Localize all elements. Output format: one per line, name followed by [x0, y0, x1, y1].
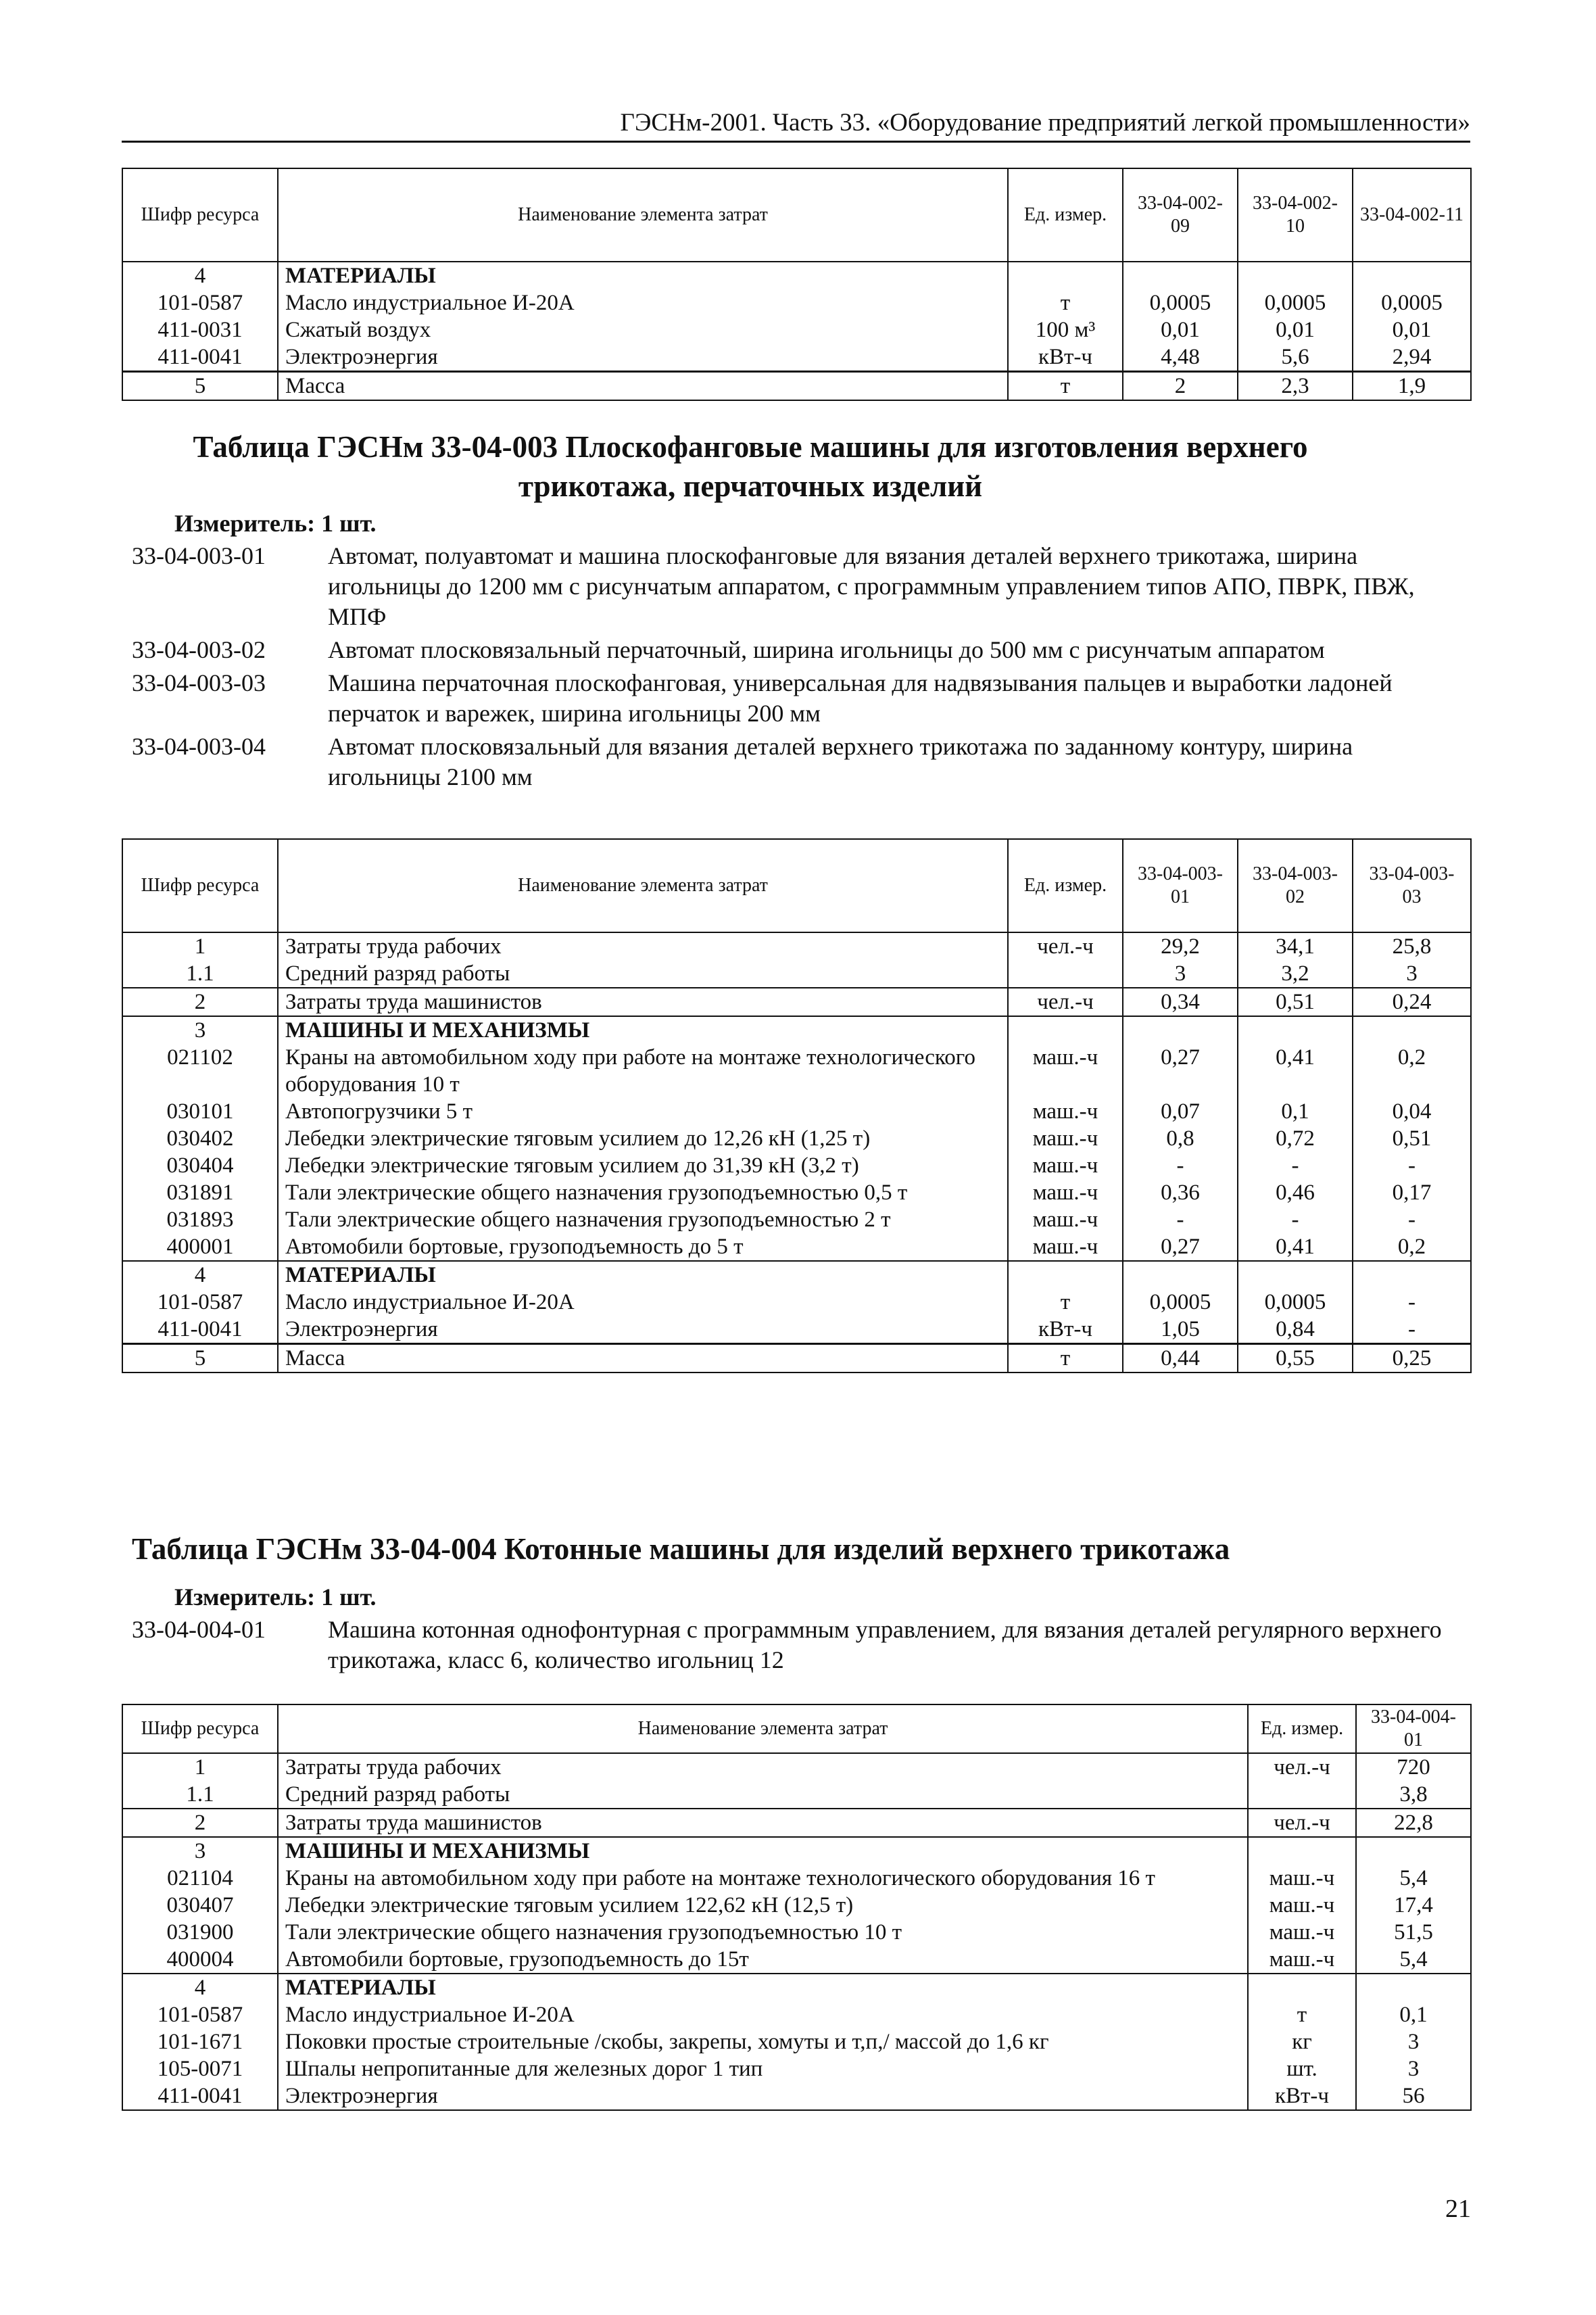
unit-cell: [1008, 1261, 1123, 1289]
table-row: [122, 1809, 1471, 1837]
value-cell: 0,01: [1123, 316, 1238, 343]
cost-item-name-cell: Поковки простые строительные /скобы, закрепы, хомуты и т,п,/ массой до 1,6 кг: [278, 2028, 1248, 2055]
table-row: [122, 372, 1471, 401]
unit-cell: т: [1008, 289, 1123, 316]
cost-item-name-cell: Электроэнергия: [278, 2082, 1248, 2110]
value-cell: [1356, 1837, 1471, 1865]
table-row: [122, 1344, 1471, 1373]
table-row: [122, 1016, 1471, 1044]
value-cell: 0,0005: [1123, 1289, 1238, 1316]
running-header: ГЭСНм-2001. Часть 33. «Оборудование предприятий легкой промышленности»: [122, 108, 1470, 143]
value-cell: -: [1123, 1206, 1238, 1233]
cost-item-name-cell: Тали электрические общего назначения грузоподъемностью 10 т: [278, 1919, 1248, 1946]
header-col: 33-04-004-01: [1356, 1704, 1471, 1753]
value-cell: 0,27: [1123, 1233, 1238, 1261]
value-cell: [1238, 1261, 1353, 1289]
cost-item-name-cell: Краны на автомобильном ходу при работе на монтаже технологического оборудования 16 т: [278, 1865, 1248, 1892]
resource-code-cell: 2: [122, 988, 278, 1016]
value-cell: -: [1353, 1152, 1471, 1179]
work-description: Автомат, полуавтомат и машина плоскофанговые для вязания деталей верхнего трикотажа, ширина игольницы до 1200 мм с рисунчатым аппаратом, с программным управлением типов АПО, ПВРК, ПВЖ, МПФ: [328, 542, 1415, 630]
header-col: 33-04-002-10: [1238, 168, 1353, 262]
header-code: Шифр ресурса: [122, 168, 278, 262]
header-col: 33-04-003-01: [1123, 839, 1238, 932]
table-row: [122, 1206, 1471, 1233]
cost-item-name-cell: МАШИНЫ И МЕХАНИЗМЫ: [278, 1016, 1008, 1044]
unit-cell: кВт-ч: [1008, 1316, 1123, 1344]
value-cell: 0,01: [1353, 316, 1471, 343]
resource-code-cell: 021102: [122, 1044, 278, 1098]
value-cell: 34,1: [1238, 932, 1353, 960]
work-item: [132, 668, 1457, 729]
table-row: [122, 1044, 1471, 1098]
work-item: [132, 541, 1457, 632]
resource-code-cell: 5: [122, 372, 278, 401]
work-item: [132, 732, 1457, 792]
value-cell: 0,1: [1356, 2001, 1471, 2028]
header-unit: Ед. измер.: [1008, 839, 1123, 932]
cost-item-name-cell: Автомобили бортовые, грузоподъемность до 5 т: [278, 1233, 1008, 1261]
unit-cell: маш.-ч: [1248, 1892, 1356, 1919]
value-cell: 3,2: [1238, 960, 1353, 988]
cost-item-name-cell: Краны на автомобильном ходу при работе на монтаже технологического оборудования 10 т: [278, 1044, 1008, 1098]
cost-item-name-cell: Тали электрические общего назначения грузоподъемностью 2 т: [278, 1206, 1008, 1233]
value-cell: 0,0005: [1238, 1289, 1353, 1316]
value-cell: 0,01: [1238, 316, 1353, 343]
work-description: Автомат плосковязальный перчаточный, ширина игольницы до 500 мм с рисунчатым аппаратом: [328, 636, 1325, 663]
resource-code-cell: 3: [122, 1837, 278, 1865]
table-row: [122, 1316, 1471, 1344]
cost-item-name-cell: Электроэнергия: [278, 1316, 1008, 1344]
unit-cell: маш.-ч: [1008, 1044, 1123, 1098]
unit-cell: кВт-ч: [1248, 2082, 1356, 2110]
value-cell: 1,05: [1123, 1316, 1238, 1344]
cost-item-name-cell: Средний разряд работы: [278, 960, 1008, 988]
header-code: Шифр ресурса: [122, 839, 278, 932]
value-cell: 0,34: [1123, 988, 1238, 1016]
value-cell: 0,1: [1238, 1098, 1353, 1125]
value-cell: 0,24: [1353, 988, 1471, 1016]
value-cell: 0,41: [1238, 1233, 1353, 1261]
value-cell: [1238, 262, 1353, 289]
table-row: [122, 1233, 1471, 1261]
unit-cell: кг: [1248, 2028, 1356, 2055]
value-cell: [1356, 1974, 1471, 2001]
meter-33-04-004: Измеритель: 1 шт.: [174, 1583, 377, 1610]
value-cell: -: [1353, 1316, 1471, 1344]
resource-code-cell: 5: [122, 1344, 278, 1373]
unit-cell: маш.-ч: [1248, 1865, 1356, 1892]
table-row: [122, 1261, 1471, 1289]
unit-cell: маш.-ч: [1008, 1179, 1123, 1206]
table-row: [122, 1946, 1471, 1974]
table-row: [122, 988, 1471, 1016]
work-item: [132, 1615, 1457, 1675]
table-row: [122, 1919, 1471, 1946]
table-row: [122, 1152, 1471, 1179]
header-name: Наименование элемента затрат: [278, 839, 1008, 932]
resource-code-cell: 1: [122, 1753, 278, 1781]
work-list-33-04-003: [132, 541, 1457, 795]
unit-cell: т: [1008, 372, 1123, 401]
resource-code-cell: 105-0071: [122, 2055, 278, 2082]
table-row: [122, 1098, 1471, 1125]
resource-table-33-04-003: [122, 838, 1472, 1373]
unit-cell: 100 м³: [1008, 316, 1123, 343]
table-row: [122, 2028, 1471, 2055]
cost-item-name-cell: Лебедки электрические тяговым усилием до 12,26 кН (1,25 т): [278, 1125, 1008, 1152]
value-cell: 0,84: [1238, 1316, 1353, 1344]
unit-cell: маш.-ч: [1248, 1946, 1356, 1974]
resource-code-cell: 1.1: [122, 1781, 278, 1809]
header-unit: Ед. измер.: [1248, 1704, 1356, 1753]
resource-code-cell: 1: [122, 932, 278, 960]
cost-item-name-cell: МАТЕРИАЛЫ: [278, 262, 1008, 289]
resource-code-cell: 031900: [122, 1919, 278, 1946]
table-row: [122, 1865, 1471, 1892]
value-cell: 56: [1356, 2082, 1471, 2110]
value-cell: -: [1353, 1206, 1471, 1233]
unit-cell: чел.-ч: [1248, 1753, 1356, 1781]
header-name: Наименование элемента затрат: [278, 1704, 1248, 1753]
value-cell: 3: [1123, 960, 1238, 988]
resource-code-cell: 030402: [122, 1125, 278, 1152]
cost-item-name-cell: Масса: [278, 372, 1008, 401]
table-title-33-04-004: Таблица ГЭСНм 33-04-004 Котонные машины для изделий верхнего трикотажа: [132, 1532, 1230, 1566]
header-unit: Ед. измер.: [1008, 168, 1123, 262]
value-cell: 0,8: [1123, 1125, 1238, 1152]
value-cell: -: [1238, 1152, 1353, 1179]
resource-code-cell: 411-0041: [122, 1316, 278, 1344]
work-list-33-04-004: [132, 1615, 1457, 1678]
work-description: Машина котонная однофонтурная с программным управлением, для вязания деталей регулярного верхнего трикотажа, класс 6, количество игольниц 12: [328, 1616, 1442, 1673]
cost-item-name-cell: Шпалы непропитанные для железных дорог 1 тип: [278, 2055, 1248, 2082]
resource-code-cell: 400001: [122, 1233, 278, 1261]
value-cell: 3: [1356, 2028, 1471, 2055]
cost-item-name-cell: Автопогрузчики 5 т: [278, 1098, 1008, 1125]
resource-code-cell: 101-0587: [122, 2001, 278, 2028]
value-cell: [1353, 1016, 1471, 1044]
value-cell: 51,5: [1356, 1919, 1471, 1946]
value-cell: 0,0005: [1353, 289, 1471, 316]
table-row: [122, 960, 1471, 988]
resource-code-cell: 411-0031: [122, 316, 278, 343]
table-row: [122, 1892, 1471, 1919]
unit-cell: маш.-ч: [1008, 1233, 1123, 1261]
work-description: Автомат плосковязальный для вязания деталей верхнего трикотажа по заданному контуру, ширина игольницы 2100 мм: [328, 733, 1353, 790]
header-name: Наименование элемента затрат: [278, 168, 1008, 262]
table-row: [122, 1753, 1471, 1781]
resource-code-cell: 101-0587: [122, 289, 278, 316]
value-cell: [1353, 262, 1471, 289]
value-cell: [1123, 1016, 1238, 1044]
table-row: [122, 2082, 1471, 2110]
work-code: 33-04-003-02: [132, 636, 266, 663]
unit-cell: маш.-ч: [1248, 1919, 1356, 1946]
unit-cell: [1008, 1016, 1123, 1044]
value-cell: 0,27: [1123, 1044, 1238, 1098]
table-row: [122, 1837, 1471, 1865]
cost-item-name-cell: МАТЕРИАЛЫ: [278, 1974, 1248, 2001]
value-cell: 0,04: [1353, 1098, 1471, 1125]
resource-table-33-04-002: [122, 168, 1472, 401]
value-cell: 5,4: [1356, 1865, 1471, 1892]
value-cell: 5,4: [1356, 1946, 1471, 1974]
table-row: [122, 1125, 1471, 1152]
table-row: [122, 262, 1471, 289]
value-cell: [1353, 1261, 1471, 1289]
unit-cell: [1008, 960, 1123, 988]
cost-item-name-cell: Затраты труда машинистов: [278, 988, 1008, 1016]
unit-cell: шт.: [1248, 2055, 1356, 2082]
value-cell: 0,0005: [1238, 289, 1353, 316]
value-cell: 2,94: [1353, 343, 1471, 372]
value-cell: 0,51: [1353, 1125, 1471, 1152]
cost-item-name-cell: Масса: [278, 1344, 1008, 1373]
value-cell: 3: [1353, 960, 1471, 988]
table-row: [122, 1179, 1471, 1206]
resource-code-cell: 101-1671: [122, 2028, 278, 2055]
work-code: 33-04-003-01: [132, 542, 266, 569]
table-row: [122, 316, 1471, 343]
cost-item-name-cell: Масло индустриальное И-20А: [278, 2001, 1248, 2028]
resource-code-cell: 030101: [122, 1098, 278, 1125]
value-cell: 0,2: [1353, 1044, 1471, 1098]
resource-code-cell: 101-0587: [122, 1289, 278, 1316]
unit-cell: [1008, 262, 1123, 289]
resource-code-cell: 021104: [122, 1865, 278, 1892]
page-number: 21: [1445, 2195, 1471, 2223]
value-cell: 0,41: [1238, 1044, 1353, 1098]
cost-item-name-cell: Лебедки электрические тяговым усилием до 31,39 кН (3,2 т): [278, 1152, 1008, 1179]
resource-code-cell: 030407: [122, 1892, 278, 1919]
cost-item-name-cell: Сжатый воздух: [278, 316, 1008, 343]
value-cell: 29,2: [1123, 932, 1238, 960]
value-cell: 0,44: [1123, 1344, 1238, 1373]
value-cell: 0,46: [1238, 1179, 1353, 1206]
value-cell: 0,72: [1238, 1125, 1353, 1152]
meter-33-04-003: Измеритель: 1 шт.: [174, 510, 377, 537]
resource-code-cell: 4: [122, 262, 278, 289]
work-description: Машина перчаточная плоскофанговая, универсальная для надвязывания пальцев и выработки ладоней перчаток и варежек, ширина игольницы 200 мм: [328, 669, 1393, 727]
cost-item-name-cell: Масло индустриальное И-20А: [278, 289, 1008, 316]
cost-item-name-cell: Средний разряд работы: [278, 1781, 1248, 1809]
value-cell: 0,55: [1238, 1344, 1353, 1373]
value-cell: 2: [1123, 372, 1238, 401]
table-title-33-04-003: Таблица ГЭСНм 33-04-003 Плоскофанговые машины для изготовления верхнего трикотажа, перчаточных изделий: [193, 430, 1308, 503]
value-cell: 4,48: [1123, 343, 1238, 372]
resource-code-cell: 4: [122, 1261, 278, 1289]
work-item: [132, 635, 1457, 665]
unit-cell: т: [1008, 1289, 1123, 1316]
cost-item-name-cell: Масло индустриальное И-20А: [278, 1289, 1008, 1316]
header-col: 33-04-003-03: [1353, 839, 1471, 932]
value-cell: 0,17: [1353, 1179, 1471, 1206]
work-code: 33-04-003-03: [132, 669, 266, 696]
header-col: 33-04-003-02: [1238, 839, 1353, 932]
cost-item-name-cell: Тали электрические общего назначения грузоподъемностью 0,5 т: [278, 1179, 1008, 1206]
resource-table-33-04-004: [122, 1704, 1472, 2111]
unit-cell: [1248, 1781, 1356, 1809]
table-row: [122, 2055, 1471, 2082]
value-cell: 3,8: [1356, 1781, 1471, 1809]
unit-cell: [1248, 1837, 1356, 1865]
value-cell: -: [1123, 1152, 1238, 1179]
resource-code-cell: 031891: [122, 1179, 278, 1206]
resource-code-cell: 2: [122, 1809, 278, 1837]
value-cell: 720: [1356, 1753, 1471, 1781]
value-cell: 3: [1356, 2055, 1471, 2082]
value-cell: [1123, 1261, 1238, 1289]
value-cell: 0,2: [1353, 1233, 1471, 1261]
value-cell: [1238, 1016, 1353, 1044]
value-cell: 17,4: [1356, 1892, 1471, 1919]
value-cell: 0,25: [1353, 1344, 1471, 1373]
value-cell: 1,9: [1353, 372, 1471, 401]
resource-code-cell: 4: [122, 1974, 278, 2001]
resource-code-cell: 411-0041: [122, 2082, 278, 2110]
resource-code-cell: 1.1: [122, 960, 278, 988]
cost-item-name-cell: Электроэнергия: [278, 343, 1008, 372]
table-row: [122, 1289, 1471, 1316]
value-cell: 2,3: [1238, 372, 1353, 401]
unit-cell: чел.-ч: [1248, 1809, 1356, 1837]
value-cell: 22,8: [1356, 1809, 1471, 1837]
unit-cell: маш.-ч: [1008, 1125, 1123, 1152]
work-code: 33-04-004-01: [132, 1616, 266, 1643]
cost-item-name-cell: Затраты труда рабочих: [278, 1753, 1248, 1781]
value-cell: 0,0005: [1123, 289, 1238, 316]
value-cell: 0,07: [1123, 1098, 1238, 1125]
resource-code-cell: 030404: [122, 1152, 278, 1179]
unit-cell: [1248, 1974, 1356, 2001]
unit-cell: т: [1248, 2001, 1356, 2028]
unit-cell: чел.-ч: [1008, 932, 1123, 960]
cost-item-name-cell: Лебедки электрические тяговым усилием 122,62 кН (12,5 т): [278, 1892, 1248, 1919]
work-code: 33-04-003-04: [132, 733, 266, 760]
value-cell: 0,51: [1238, 988, 1353, 1016]
cost-item-name-cell: МАШИНЫ И МЕХАНИЗМЫ: [278, 1837, 1248, 1865]
header-col: 33-04-002-11: [1353, 168, 1471, 262]
value-cell: -: [1238, 1206, 1353, 1233]
value-cell: [1123, 262, 1238, 289]
table-row: [122, 1974, 1471, 2001]
value-cell: 0,36: [1123, 1179, 1238, 1206]
unit-cell: маш.-ч: [1008, 1152, 1123, 1179]
cost-item-name-cell: Затраты труда рабочих: [278, 932, 1008, 960]
header-col: 33-04-002-09: [1123, 168, 1238, 262]
unit-cell: маш.-ч: [1008, 1098, 1123, 1125]
resource-code-cell: 400004: [122, 1946, 278, 1974]
value-cell: 25,8: [1353, 932, 1471, 960]
unit-cell: т: [1008, 1344, 1123, 1373]
resource-code-cell: 3: [122, 1016, 278, 1044]
unit-cell: маш.-ч: [1008, 1206, 1123, 1233]
header-code: Шифр ресурса: [122, 1704, 278, 1753]
table-row: [122, 1781, 1471, 1809]
cost-item-name-cell: Автомобили бортовые, грузоподъемность до 15т: [278, 1946, 1248, 1974]
unit-cell: кВт-ч: [1008, 343, 1123, 372]
table-row: [122, 2001, 1471, 2028]
cost-item-name-cell: Затраты труда машинистов: [278, 1809, 1248, 1837]
table-row: [122, 289, 1471, 316]
table-row: [122, 343, 1471, 372]
value-cell: -: [1353, 1289, 1471, 1316]
unit-cell: чел.-ч: [1008, 988, 1123, 1016]
cost-item-name-cell: МАТЕРИАЛЫ: [278, 1261, 1008, 1289]
table-row: [122, 932, 1471, 960]
resource-code-cell: 411-0041: [122, 343, 278, 372]
resource-code-cell: 031893: [122, 1206, 278, 1233]
value-cell: 5,6: [1238, 343, 1353, 372]
